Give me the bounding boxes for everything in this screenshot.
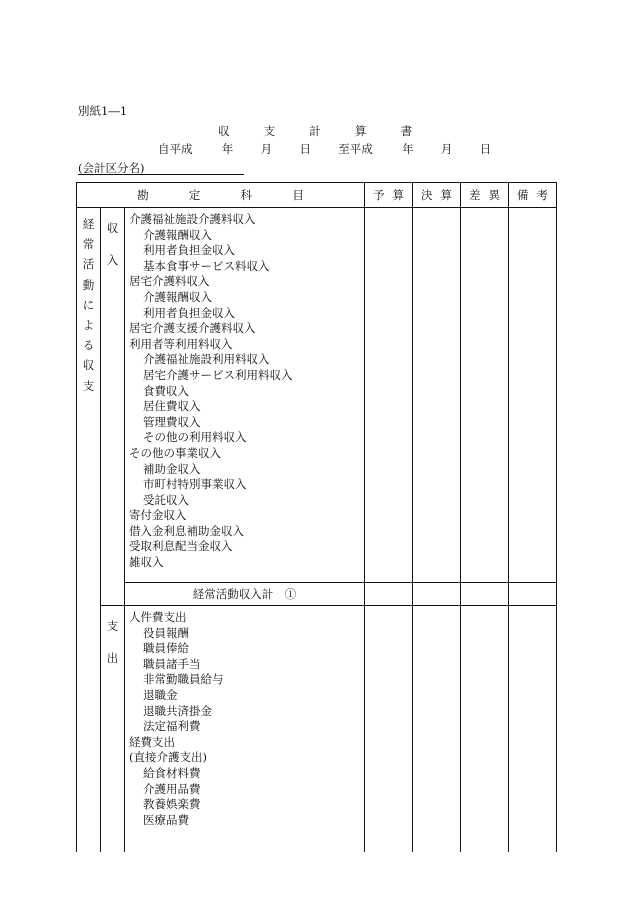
header-account bbox=[77, 183, 365, 208]
expenditure-settlement-cell[interactable] bbox=[413, 606, 461, 853]
header-char: 決 bbox=[421, 188, 433, 202]
title-char: 計 bbox=[309, 124, 321, 138]
header-row bbox=[77, 183, 557, 208]
section-char: 動 bbox=[82, 277, 95, 292]
section-char: 経 bbox=[82, 217, 95, 231]
section-char: 収 bbox=[82, 358, 95, 373]
expenditure-remarks-cell[interactable] bbox=[509, 606, 557, 853]
income-item: 受取利息配当金収入 bbox=[129, 539, 233, 554]
expenditure-item: 非常勤職員給与 bbox=[143, 672, 224, 687]
income-item: 介護報酬収入 bbox=[143, 289, 212, 304]
income-item: 補助金収入 bbox=[143, 461, 201, 476]
title-char: 収 bbox=[217, 124, 230, 138]
title-char: 算 bbox=[354, 124, 367, 138]
expenditure-item: 給食材料費 bbox=[143, 765, 201, 780]
income-item: 受託収入 bbox=[143, 492, 189, 507]
expenditure-item: 職員諸手当 bbox=[143, 656, 201, 671]
section-char: 常 bbox=[82, 237, 95, 252]
income-difference-cell[interactable] bbox=[461, 208, 509, 583]
expenditure-items bbox=[125, 606, 365, 853]
income-item: 居宅介護サービス利用料収入 bbox=[143, 367, 293, 382]
expenditure-budget-cell[interactable] bbox=[365, 606, 413, 853]
period-to-prefix: 至平成 bbox=[338, 142, 373, 156]
period-to-year: 年 bbox=[402, 142, 414, 156]
income-expenditure-table bbox=[76, 182, 557, 852]
section-char: 支 bbox=[82, 378, 95, 393]
income-total-difference-cell[interactable] bbox=[461, 583, 509, 606]
header-char: 予 bbox=[373, 188, 385, 202]
income-item: その他の事業収入 bbox=[129, 445, 221, 460]
income-item: 基本食事サービス料収入 bbox=[143, 258, 270, 273]
header-char: 異 bbox=[488, 188, 501, 202]
expenditure-label bbox=[101, 606, 125, 853]
period-from-prefix: 自平成 bbox=[158, 142, 193, 156]
expenditure-item: 退職金 bbox=[143, 687, 178, 702]
income-label bbox=[101, 208, 125, 606]
income-total-label: 経常活動収入計 ① bbox=[125, 583, 365, 606]
header-char: 算 bbox=[440, 188, 453, 202]
expenditure-item: 経費支出 bbox=[129, 734, 175, 749]
income-item: 利用者等利用料収入 bbox=[129, 336, 233, 351]
period-from-day: 日 bbox=[299, 142, 311, 156]
annex-label: 別紙1―1 bbox=[78, 104, 128, 118]
expenditure-difference-cell[interactable] bbox=[461, 606, 509, 853]
period-from-year: 年 bbox=[221, 142, 234, 156]
accounting-unit-underline bbox=[78, 174, 244, 175]
expenditure-item: 退職共済掛金 bbox=[143, 703, 212, 718]
section-char: に bbox=[82, 297, 95, 312]
accounting-unit-label: (会計区分名) bbox=[78, 161, 145, 175]
header-char: 考 bbox=[536, 188, 549, 202]
header-settlement bbox=[413, 183, 461, 208]
income-item: 介護福祉施設介護料収入 bbox=[129, 212, 256, 226]
expenditure-item: 人件費支出 bbox=[129, 610, 187, 624]
header-char: 目 bbox=[292, 188, 304, 202]
header-char: 科 bbox=[240, 188, 253, 202]
income-item: 食費収入 bbox=[143, 383, 189, 398]
header-remarks bbox=[509, 183, 557, 208]
income-item: 市町村特別事業収入 bbox=[143, 477, 247, 492]
income-item: 居宅介護料収入 bbox=[129, 274, 210, 289]
income-total-row bbox=[77, 583, 557, 606]
header-char: 差 bbox=[469, 188, 481, 202]
income-item: 利用者負担金収入 bbox=[143, 305, 235, 320]
expenditure-item: 職員俸給 bbox=[143, 641, 189, 656]
period-line bbox=[158, 141, 491, 157]
expenditure-item: 介護用品費 bbox=[143, 781, 201, 796]
income-item: 雑収入 bbox=[129, 555, 164, 570]
expenditure-char: 支 bbox=[106, 619, 119, 633]
income-char: 入 bbox=[106, 253, 119, 267]
income-item: 居住費収入 bbox=[143, 399, 201, 414]
section-label bbox=[77, 208, 101, 853]
income-remarks-cell[interactable] bbox=[509, 208, 557, 583]
header-difference bbox=[461, 183, 509, 208]
income-row bbox=[77, 208, 557, 583]
header-budget bbox=[365, 183, 413, 208]
income-char: 収 bbox=[106, 221, 119, 235]
expenditure-item: 役員報酬 bbox=[143, 625, 189, 640]
expenditure-item: 法定福利費 bbox=[143, 719, 201, 734]
period-to-day: 日 bbox=[479, 142, 492, 156]
income-item: 寄付金収入 bbox=[129, 508, 187, 523]
expenditure-item: 教養娯楽費 bbox=[143, 797, 201, 812]
document-title bbox=[0, 123, 630, 139]
title-char: 支 bbox=[263, 124, 276, 138]
income-item: その他の利用料収入 bbox=[143, 430, 247, 445]
expenditure-item: 医療品費 bbox=[143, 812, 189, 827]
income-total-remarks-cell[interactable] bbox=[509, 583, 557, 606]
period-to-month: 月 bbox=[440, 142, 453, 156]
income-total-settlement-cell[interactable] bbox=[413, 583, 461, 606]
expenditure-row bbox=[77, 606, 557, 853]
header-char: 算 bbox=[392, 188, 405, 202]
section-char: 活 bbox=[82, 257, 95, 272]
income-item: 利用者負担金収入 bbox=[143, 243, 235, 258]
income-settlement-cell[interactable] bbox=[413, 208, 461, 583]
income-item: 介護報酬収入 bbox=[143, 227, 212, 242]
header-char: 勘 bbox=[137, 188, 149, 202]
header-char: 備 bbox=[517, 188, 529, 202]
expenditure-char: 出 bbox=[106, 651, 119, 665]
income-total-budget-cell[interactable] bbox=[365, 583, 413, 606]
income-budget-cell[interactable] bbox=[365, 208, 413, 583]
expenditure-item: (直接介護支出) bbox=[129, 750, 207, 765]
section-char: よ bbox=[82, 318, 95, 333]
income-items bbox=[125, 208, 365, 583]
header-char: 定 bbox=[188, 188, 201, 202]
title-char: 書 bbox=[400, 124, 413, 138]
period-from-month: 月 bbox=[260, 142, 273, 156]
income-item: 居宅介護支援介護料収入 bbox=[129, 321, 256, 336]
income-item: 介護福祉施設利用料収入 bbox=[143, 352, 270, 367]
income-item: 借入金利息補助金収入 bbox=[129, 523, 244, 538]
section-char: る bbox=[82, 338, 95, 353]
income-item: 管理費収入 bbox=[143, 414, 201, 429]
